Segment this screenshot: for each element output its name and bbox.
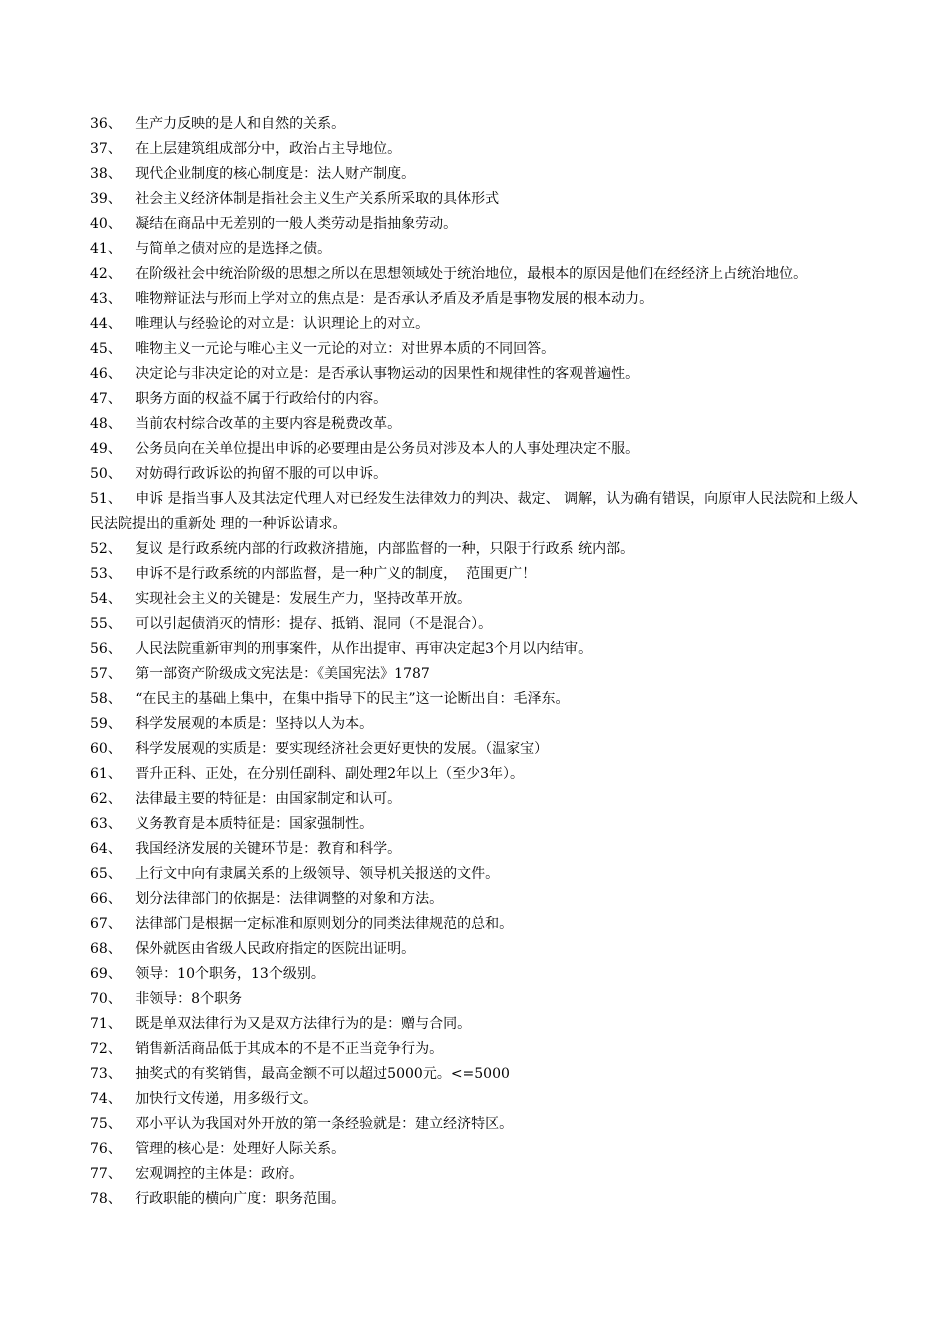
list-item [90,1087,870,1112]
item-number: 39、 [90,191,122,207]
list-item [90,762,870,787]
list-item [90,912,870,937]
item-number: 60、 [90,741,122,757]
list-item [90,137,870,162]
item-text: 职务方面的权益不属于行政给付的内容。 [135,391,388,407]
list-item [90,837,870,862]
item-number: 40、 [90,216,122,232]
item-text: “在民主的基础上集中，在集中指导下的民主”这一论断出自：毛泽东。 [135,691,570,707]
list-item [90,887,870,912]
item-text: 销售新活商品低于其成本的不是不正当竞争行为。 [135,1041,444,1057]
item-number: 44、 [90,316,122,332]
list-item [90,112,870,137]
item-text: 科学发展观的实质是：要实现经济社会更好更快的发展。（温家宝） [135,741,549,757]
list-item [90,1037,870,1062]
item-text: 决定论与非决定论的对立是：是否承认事物运动的因果性和规律性的客观普遍性。 [135,366,640,382]
item-number: 59、 [90,716,122,732]
item-text: 第一部资产阶级成文宪法是：《美国宪法》1787 [135,666,430,682]
item-number: 49、 [90,441,122,457]
item-text: 申诉 是指当事人及其法定代理人对已经发生法律效力的判决、裁定、 调解，认为确有错误，向原审人民法院和上级人民法院提出的重新处 理的一种诉讼请求。 [90,491,859,532]
item-text: 当前农村综合改革的主要内容是税费改革。 [135,416,402,432]
item-text: 宏观调控的主体是：政府。 [135,1166,304,1182]
item-number: 58、 [90,691,122,707]
list-item [90,212,870,237]
list-item [90,937,870,962]
item-number: 76、 [90,1141,122,1157]
list-item [90,812,870,837]
list-item [90,187,870,212]
item-text: 保外就医由省级人民政府指定的医院出证明。 [135,941,416,957]
item-text: 人民法院重新审判的刑事案件，从作出提审、再审决定起3个月以内结审。 [135,641,593,657]
item-number: 66、 [90,891,122,907]
item-number: 38、 [90,166,122,182]
list-item [90,1112,870,1137]
list-item [90,962,870,987]
item-text: 领导：10个职务，13个级别。 [135,966,325,982]
item-number: 54、 [90,591,122,607]
list-item [90,712,870,737]
item-number: 46、 [90,366,122,382]
list-item [90,262,870,287]
item-number: 64、 [90,841,122,857]
list-item [90,587,870,612]
item-number: 69、 [90,966,122,982]
item-text: 法律最主要的特征是：由国家制定和认可。 [135,791,402,807]
item-text: 科学发展观的本质是：坚持以人为本。 [135,716,374,732]
item-text: 在阶级社会中统治阶级的思想之所以在思想领域处于统治地位，最根本的原因是他们在经经济上占统治地位。 [135,266,808,282]
item-number: 52、 [90,541,122,557]
item-text: 义务教育是本质特征是：国家强制性。 [135,816,374,832]
list-item [90,287,870,312]
list-item [90,1162,870,1187]
list-item [90,737,870,762]
item-number: 70、 [90,991,122,1007]
list-item [90,612,870,637]
item-number: 42、 [90,266,122,282]
item-number: 55、 [90,616,122,632]
item-text: 可以引起债消灭的情形：提存、抵销、混同（不是混合）。 [135,616,493,632]
item-number: 61、 [90,766,122,782]
item-text: 现代企业制度的核心制度是：法人财产制度。 [135,166,416,182]
item-text: 上行文中向有隶属关系的上级领导、领导机关报送的文件。 [135,866,500,882]
list-item [90,362,870,387]
list-item [90,987,870,1012]
item-number: 47、 [90,391,122,407]
item-number: 67、 [90,916,122,932]
item-text: 公务员向在关单位提出申诉的必要理由是公务员对涉及本人的人事处理决定不服。 [135,441,640,457]
item-number: 48、 [90,416,122,432]
item-number: 73、 [90,1066,122,1082]
list-item [90,312,870,337]
item-text: 唯物辩证法与形而上学对立的焦点是：是否承认矛盾及矛盾是事物发展的根本动力。 [135,291,654,307]
item-text: 申诉不是行政系统的内部监督，是一种广义的制度， 范围更广！ [135,566,537,582]
item-number: 37、 [90,141,122,157]
item-text: 行政职能的横向广度：职务范围。 [135,1191,346,1207]
list-item [90,1187,870,1212]
list-item [90,687,870,712]
item-text: 管理的核心是：处理好人际关系。 [135,1141,346,1157]
item-number: 74、 [90,1091,122,1107]
list-item [90,862,870,887]
item-text: 加快行文传递，用多级行文。 [135,1091,318,1107]
list-item [90,1137,870,1162]
item-number: 41、 [90,241,122,257]
item-text: 社会主义经济体制是指社会主义生产关系所采取的具体形式 [135,191,500,207]
list-item [90,412,870,437]
item-text: 复议 是行政系统内部的行政救济措施，内部监督的一种，只限于行政系 统内部。 [135,541,635,557]
item-number: 56、 [90,641,122,657]
item-number: 72、 [90,1041,122,1057]
item-number: 68、 [90,941,122,957]
item-number: 43、 [90,291,122,307]
item-text: 唯理认与经验论的对立是：认识理论上的对立。 [135,316,430,332]
item-text: 实现社会主义的关键是：发展生产力，坚持改革开放。 [135,591,472,607]
item-text: 对妨碍行政诉讼的拘留不服的可以申诉。 [135,466,388,482]
item-number: 75、 [90,1116,122,1132]
item-text: 晋升正科、正处，在分别任副科、副处理2年以上（至少3年）。 [135,766,525,782]
item-text: 在上层建筑组成部分中，政治占主导地位。 [135,141,402,157]
item-text: 唯物主义一元论与唯心主义一元论的对立：对世界本质的不同回答。 [135,341,556,357]
list-item [90,637,870,662]
item-number: 77、 [90,1166,122,1182]
item-text: 法律部门是根据一定标准和原则划分的同类法律规范的总和。 [135,916,514,932]
list-item [90,237,870,262]
item-text: 既是单双法律行为又是双方法律行为的是：赠与合同。 [135,1016,472,1032]
list-item [90,387,870,412]
list-item [90,1012,870,1037]
list-item [90,662,870,687]
item-number: 36、 [90,116,122,132]
list-item [90,437,870,462]
list-item [90,337,870,362]
list-item [90,1062,870,1087]
item-number: 62、 [90,791,122,807]
item-number: 50、 [90,466,122,482]
list-item [90,537,870,562]
item-number: 57、 [90,666,122,682]
list-item [90,562,870,587]
item-text: 与简单之债对应的是选择之债。 [135,241,332,257]
item-number: 65、 [90,866,122,882]
item-number: 51、 [90,491,122,507]
item-number: 78、 [90,1191,122,1207]
item-text: 生产力反映的是人和自然的关系。 [135,116,346,132]
item-number: 45、 [90,341,122,357]
item-number: 53、 [90,566,122,582]
item-number: 71、 [90,1016,122,1032]
list-item [90,787,870,812]
item-number: 63、 [90,816,122,832]
item-text: 抽奖式的有奖销售，最高金额不可以超过5000元。<=5000 [135,1066,510,1082]
item-text: 非领导：8个职务 [135,991,243,1007]
item-text: 邓小平认为我国对外开放的第一条经验就是：建立经济特区。 [135,1116,514,1132]
item-text: 我国经济发展的关键环节是：教育和科学。 [135,841,402,857]
item-text: 凝结在商品中无差别的一般人类劳动是指抽象劳动。 [135,216,458,232]
list-item [90,162,870,187]
item-text: 划分法律部门的依据是：法律调整的对象和方法。 [135,891,444,907]
list-item [90,462,870,487]
list-item [90,487,870,537]
document-page [90,112,870,1212]
